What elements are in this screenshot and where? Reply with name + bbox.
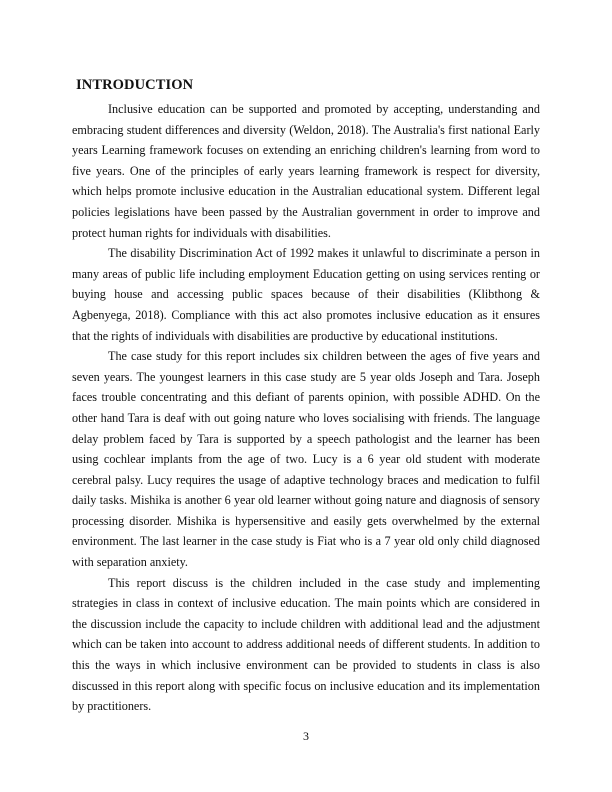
section-heading: INTRODUCTION bbox=[76, 77, 194, 93]
page-number: 3 bbox=[303, 729, 309, 743]
paragraph-inclusive-education: Inclusive education can be supported and promoted by accepting, understanding and embracing student differences and diversity (Weldon, 2018). The Australia's first national Early years Learning framework focuses on extending an enriching children's learning from word to five years. One of the principles of early years learning framework is respect for diversity, which helps promote inclusive education in the Australian educational system. Different legal policies legislations have been passed by the Australian government in order to improve and protect human rights for individuals with disabilities. bbox=[72, 102, 540, 240]
paragraph-case-study: The case study for this report includes six children between the ages of five years and seven years. The youngest learners in this case study are 5 year olds Joseph and Tara. Joseph faces trouble concentrating and this defiant of parents opinion, with possible ADHD. On the other hand Tara is deaf with out going nature who loves socialising with friends. The language delay problem faced by Tara is supported by a speech pathologist and the learner has been using cochlear implants from the age of two. Lucy is a 6 year old student with moderate cerebral palsy. Lucy requires the usage of adaptive technology braces and medication to fulfil daily tasks. Mishika is another 6 year old learner without going nature and diagnosis of sensory processing disorder. Mishika is hypersensitive and easily gets overwhelmed by the external environment. The last learner in the case study is Fiat who is a 7 year old only child diagnosed with separation anxiety. bbox=[72, 349, 540, 570]
paragraph-disability-act: The disability Discrimination Act of 1992 makes it unlawful to discriminate a person in many areas of public life including employment Education getting on using services renting or buying house and accessing public spaces because of their disabilities (Klibthong & Agbenyega, 2018). Compliance with this act also promotes inclusive education as it ensures that the rights of individuals with disabilities are productive by educational institutions. bbox=[72, 246, 540, 343]
body-text bbox=[72, 99, 540, 717]
paragraph-report-scope: This report discuss is the children included in the case study and implementing strategies in class in context of inclusive education. The main points which are considered in the discussion include the capacity to include children with additional lead and the adjustment which can be taken into account to address additional needs of different students. In addition to this the ways in which inclusive environment can be provided to students in class is also discussed in this report along with specific focus on inclusive education and its implementation by practitioners. bbox=[72, 575, 540, 714]
